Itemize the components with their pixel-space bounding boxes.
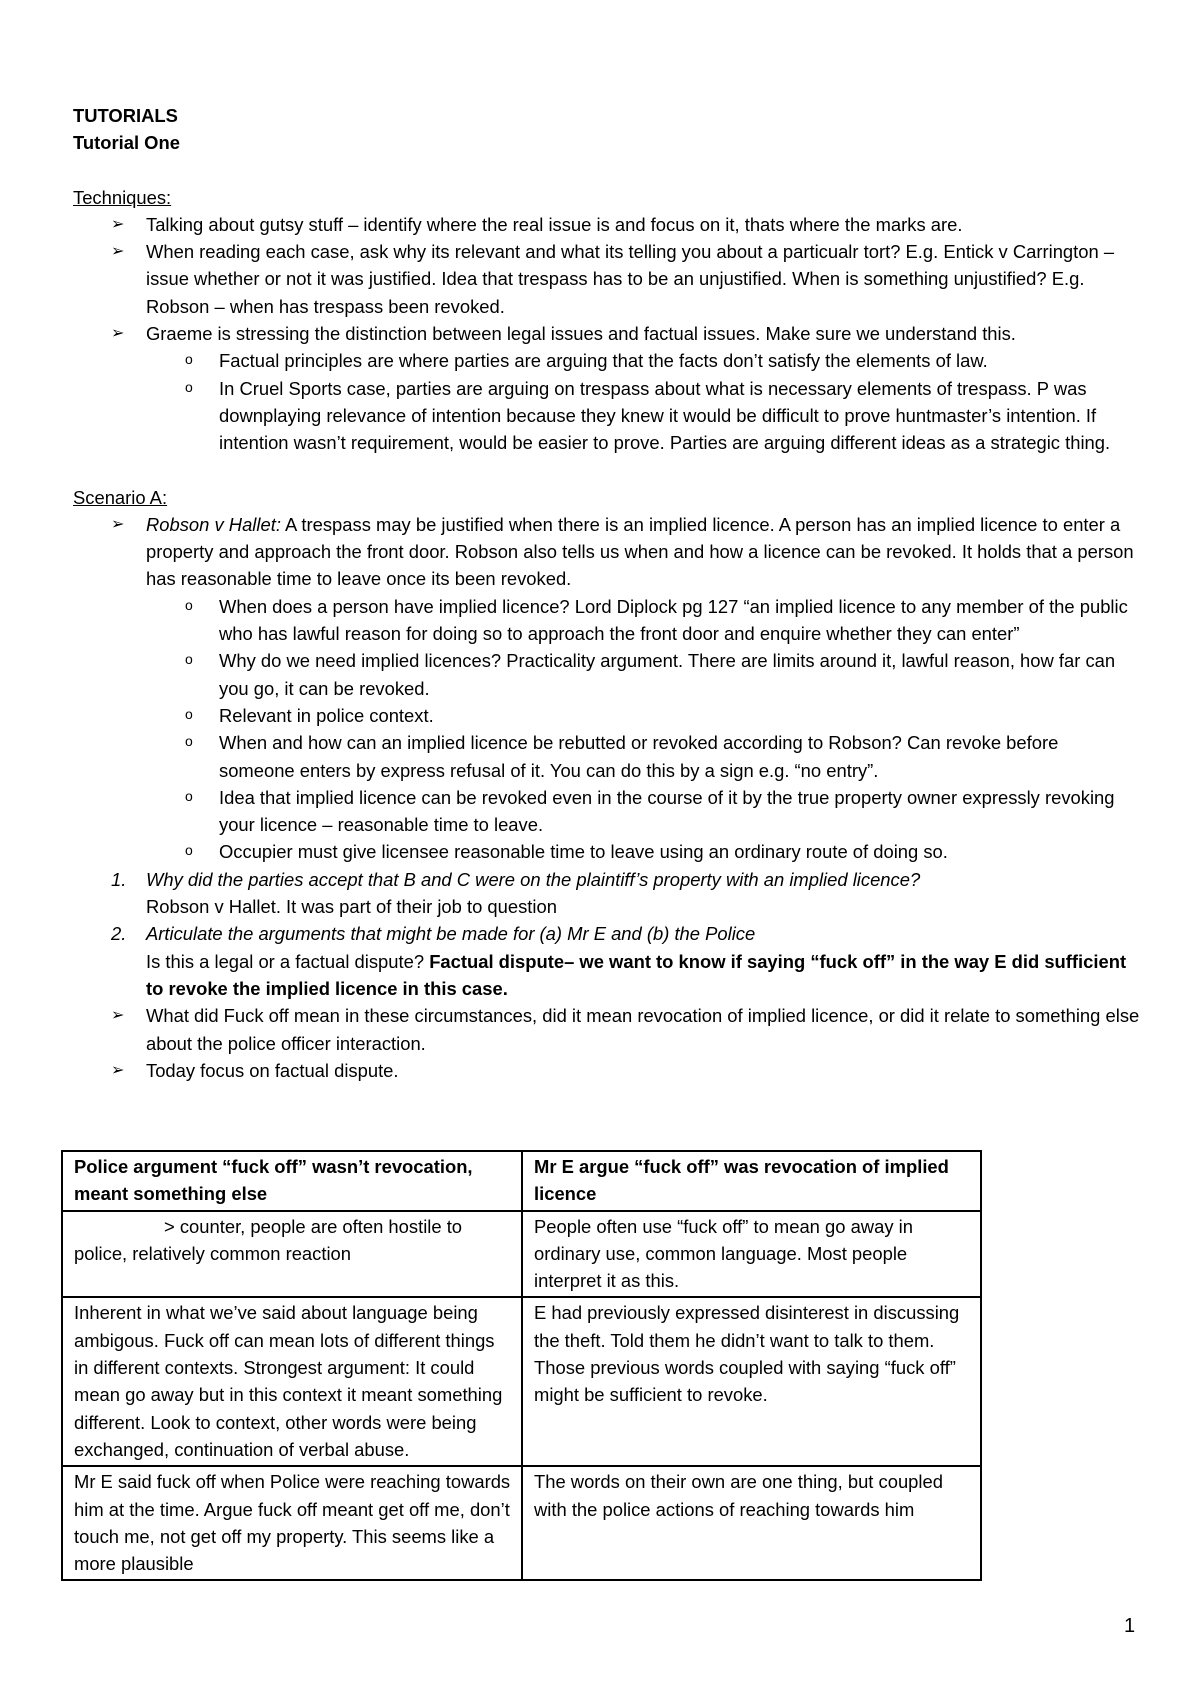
bullet-text: When reading each case, ask why its relevant and what its telling you about a particualr tort? E.g. Entick v Carrington – issue whether or not it was justified. Idea that trespass has to be an unjustified. When is something unjustified? E.g. Robson – when has trespass been revoked.	[146, 241, 1115, 317]
circle-bullet-icon: o	[185, 842, 193, 859]
answer-prefix: Is this a legal or a factual dispute?	[146, 950, 430, 972]
answer-text: Robson v Hallet. It was part of their job to question	[146, 896, 557, 918]
table-row	[62, 1211, 981, 1298]
table-cell: E had previously expressed disinterest in discussing the theft. Told them he didn’t want to talk to them. Those previous words coupled with saying “fuck off” might be sufficient to revoke.	[522, 1297, 981, 1466]
bullet-item	[73, 1057, 1143, 1084]
table-cell: Mr E said fuck off when Police were reaching towards him at the time. Argue fuck off meant get off me, don’t touch me, not get off my property. This seems like a more plausible	[62, 1466, 522, 1580]
bullet-text: Today focus on factual dispute.	[146, 1059, 399, 1081]
question-text: Why did the parties accept that B and C were on the plaintiff’s property with an implied licence?	[146, 868, 921, 890]
sub-bullet-item	[73, 729, 1143, 784]
bullet-item	[73, 238, 1143, 320]
table-header-mr-e: Mr E argue “fuck off” was revocation of implied licence	[522, 1151, 981, 1211]
bullet-item	[73, 511, 1143, 593]
cell-text: > counter, people are often hostile to police, relatively common reaction	[74, 1215, 463, 1264]
techniques-heading: Techniques:	[73, 186, 172, 208]
sub-bullet-item	[73, 647, 1143, 702]
bullet-text: Talking about gutsy stuff – identify where the real issue is and focus on it, thats where the marks are.	[146, 213, 963, 235]
sub-bullet-text: Occupier must give licensee reasonable time to leave using an ordinary route of doing so.	[219, 841, 948, 863]
document-title: TUTORIALS	[73, 105, 178, 126]
sub-bullet-text: When and how can an implied licence be rebutted or revoked according to Robson? Can revoke before someone enters by express refusal of it. You can do this by a sign e.g. “no entry”.	[219, 732, 1059, 781]
bullet-item	[73, 211, 1143, 238]
circle-bullet-icon: o	[185, 351, 193, 368]
sub-bullet-text: Idea that implied licence can be revoked even in the course of it by the true property owner expressly revoking your licence – reasonable time to leave.	[219, 786, 1115, 836]
page-number: 1	[1124, 1615, 1136, 1637]
sub-bullet-item	[73, 702, 1143, 729]
sub-bullet-text: Relevant in police context.	[219, 704, 434, 726]
question-number: 2.	[111, 923, 127, 945]
bullet-text: A trespass may be justified when there is an implied licence. A person has an implied licence to enter a property and approach the front door. Robson also tells us when and how a licence can be revoked. It holds that a person has reasonable time to leave once its been revoked.	[146, 513, 1134, 590]
bullet-text: What did Fuck off mean in these circumstances, did it mean revocation of implied licence, or did it relate to something else about the police officer interaction.	[146, 1005, 1140, 1054]
document-subtitle: Tutorial One	[73, 132, 180, 154]
question-item	[73, 920, 1143, 1002]
sub-bullet-text: Factual principles are where parties are arguing that the facts don’t satisfy the elements of law.	[219, 350, 988, 372]
table-row	[62, 1297, 981, 1466]
sub-bullet-item	[73, 347, 1143, 374]
spacer	[73, 157, 1143, 184]
arrow-bullet-icon: ➢	[111, 1007, 125, 1025]
answer-emphasis: Factual dispute– we want to know if saying “fuck off” in the way E did sufficient to revoke the implied licence in this case.	[146, 950, 1127, 999]
question-item	[73, 866, 1143, 921]
bullet-text: Graeme is stressing the distinction between legal issues and factual issues. Make sure we understand this.	[146, 323, 1016, 345]
question-text: Articulate the arguments that might be made for (a) Mr E and (b) the Police	[146, 923, 756, 945]
table-cell	[62, 1211, 522, 1298]
question-number: 1.	[111, 868, 127, 890]
answer-text	[146, 948, 1143, 1003]
circle-bullet-icon: o	[185, 651, 193, 668]
case-name: Robson v Hallet:	[146, 513, 281, 535]
arrow-bullet-icon: ➢	[111, 215, 125, 233]
arrow-bullet-icon: ➢	[111, 515, 125, 533]
sub-bullet-text: In Cruel Sports case, parties are arguing on trespass about what is necessary elements of trespass. P was downplaying relevance of intention because they knew it would be difficult to prove huntmaster’s intention. If intention wasn’t requirement, would be easier to prove. Parties are arguing different ideas as a strategic thing.	[219, 377, 1111, 454]
arrow-bullet-icon: ➢	[111, 243, 125, 261]
scenario-a-heading: Scenario A:	[73, 486, 168, 508]
bullet-item	[73, 1002, 1143, 1057]
circle-bullet-icon: o	[185, 378, 193, 395]
sub-bullet-text: Why do we need implied licences? Practicality argument. There are limits around it, lawful reason, how far can you go, it can be revoked.	[219, 650, 1116, 699]
table-row	[62, 1466, 981, 1580]
sub-bullet-item	[73, 838, 1143, 865]
arrow-bullet-icon: ➢	[111, 325, 125, 343]
sub-bullet-item	[73, 375, 1143, 457]
arguments-table	[61, 1150, 982, 1581]
spacer	[73, 457, 1143, 484]
page-content	[73, 102, 1143, 1084]
sub-bullet-text: When does a person have implied licence? Lord Diplock pg 127 “an implied licence to any member of the public who has lawful reason for doing so to approach the front door and enquire whether they can enter”	[219, 595, 1128, 645]
table-cell: People often use “fuck off” to mean go away in ordinary use, common language. Most people interpret it as this.	[522, 1211, 981, 1298]
table-cell: The words on their own are one thing, but coupled with the police actions of reaching towards him	[522, 1466, 981, 1580]
circle-bullet-icon: o	[185, 705, 193, 722]
circle-bullet-icon: o	[185, 596, 193, 613]
arrow-bullet-icon: ➢	[111, 1061, 125, 1079]
sub-bullet-item	[73, 593, 1143, 648]
circle-bullet-icon: o	[185, 733, 193, 750]
table-header-row	[62, 1151, 981, 1211]
sub-bullet-item	[73, 784, 1143, 839]
table-cell: Inherent in what we’ve said about language being ambigous. Fuck off can mean lots of different things in different contexts. Strongest argument: It could mean go away but in this context it meant something different. Look to context, other words were being exchanged, continuation of verbal abuse.	[62, 1297, 522, 1466]
circle-bullet-icon: o	[185, 787, 193, 804]
table-header-police: Police argument “fuck off” wasn’t revocation, meant something else	[62, 1151, 522, 1211]
bullet-item	[73, 320, 1143, 347]
